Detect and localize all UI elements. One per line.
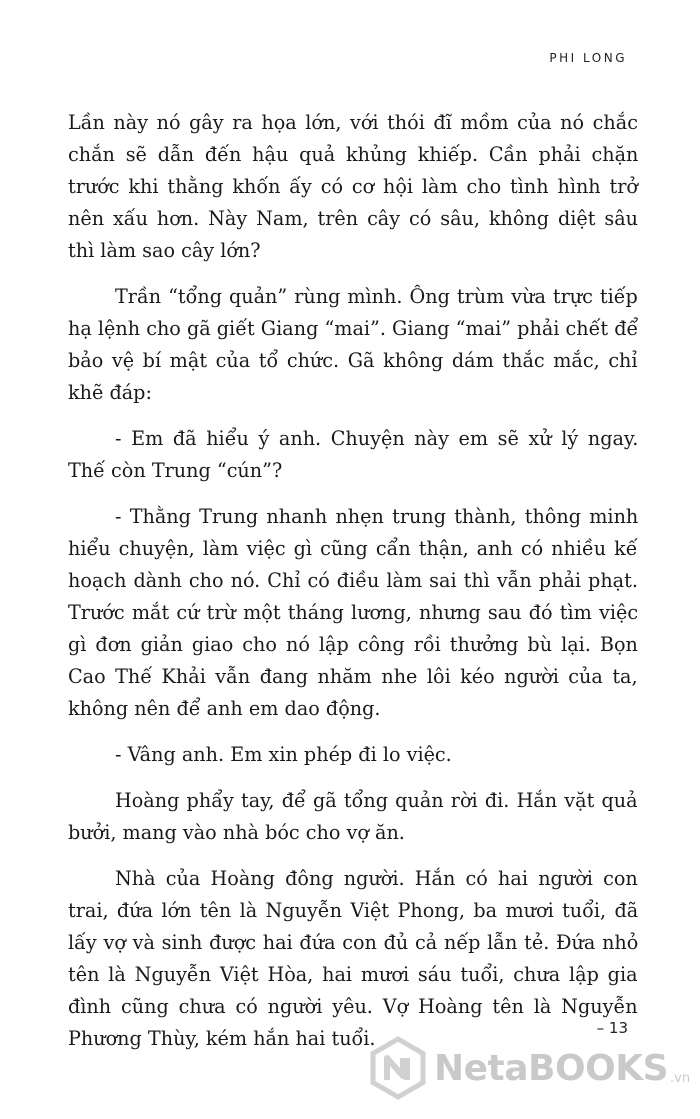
paragraph — [68, 423, 638, 487]
paragraph — [68, 863, 638, 1055]
paragraph — [68, 501, 638, 725]
text-line: lấy vợ và sinh được hai đứa con đủ cả nếp lẫn tẻ. Đứa nhỏ — [68, 931, 639, 954]
text-line: - Vâng anh. Em xin phép đi lo việc. — [115, 743, 452, 766]
text-line: chắn sẽ dẫn đến hậu quả khủng khiếp. Cần phải chặn — [68, 143, 639, 166]
text-line: - Thằng Trung nhanh nhẹn trung thành, thông minh — [115, 505, 639, 528]
text-line: trước khi thằng khốn ấy có cơ hội làm cho tình hình trở — [68, 175, 638, 198]
text-line: hạ lệnh cho gã giết Giang “mai”. Giang “mai” phải chết để — [68, 317, 639, 340]
text-line: Phương Thùy, kém hắn hai tuổi. — [68, 1027, 376, 1050]
text-line: Trần “tổng quản” rùng mình. Ông trùm vừa trực tiếp — [115, 285, 638, 308]
text-line: Nhà của Hoàng đông người. Hắn có hai người con — [115, 867, 638, 890]
text-line: nên xấu hơn. Này Nam, trên cây có sâu, không diệt sâu — [68, 207, 639, 230]
text-line: không nên để anh em dao động. — [68, 697, 381, 720]
text-line: tên là Nguyễn Việt Hòa, hai mươi sáu tuổi, chưa lập gia — [68, 963, 638, 986]
paragraph — [68, 107, 638, 267]
watermark-brand: NetaBOOKS — [434, 1047, 669, 1089]
text-line: khẽ đáp: — [68, 381, 152, 404]
page-number: – 13 — [596, 1019, 628, 1037]
text-line: thì làm sao cây lớn? — [68, 239, 261, 262]
paragraph — [68, 739, 638, 771]
paragraph — [68, 281, 638, 409]
watermark — [366, 1036, 690, 1100]
text-line: Thế còn Trung “cún”? — [68, 459, 283, 482]
watermark-suffix: .vn — [670, 1071, 691, 1086]
body-text — [68, 107, 638, 1069]
text-line: hoạch dành cho nó. Chỉ có điều làm sai thì vẫn phải phạt. — [68, 569, 638, 592]
text-line: bảo vệ bí mật của tổ chức. Gã không dám thắc mắc, chỉ — [68, 349, 638, 372]
running-header: PHI LONG — [549, 51, 627, 65]
text-line: Hoàng phẩy tay, để gã tổng quản rời đi. Hắn vặt quả — [115, 789, 638, 812]
text-line: bưởi, mang vào nhà bóc cho vợ ăn. — [68, 821, 405, 844]
text-line: Lần này nó gây ra họa lớn, với thói đĩ mồm của nó chắc — [68, 111, 638, 134]
text-line: - Em đã hiểu ý anh. Chuyện này em sẽ xử lý ngay. — [115, 427, 639, 450]
text-line: trai, đứa lớn tên là Nguyễn Việt Phong, ba mươi tuổi, đã — [68, 899, 639, 922]
text-line: hiểu chuyện, làm việc gì cũng cẩn thận, anh có nhiều kế — [68, 537, 638, 560]
netabooks-logo-icon — [366, 1036, 430, 1100]
text-line: đình cũng chưa có người yêu. Vợ Hoàng tên là Nguyễn — [68, 995, 638, 1018]
text-line: gì đơn giản giao cho nó lập công rồi thưởng bù lại. Bọn — [68, 633, 638, 656]
paragraph — [68, 785, 638, 849]
text-line: Cao Thế Khải vẫn đang nhăm nhe lôi kéo người của ta, — [68, 665, 638, 688]
text-line: Trước mắt cứ trừ một tháng lương, nhưng sau đó tìm việc — [68, 601, 639, 624]
